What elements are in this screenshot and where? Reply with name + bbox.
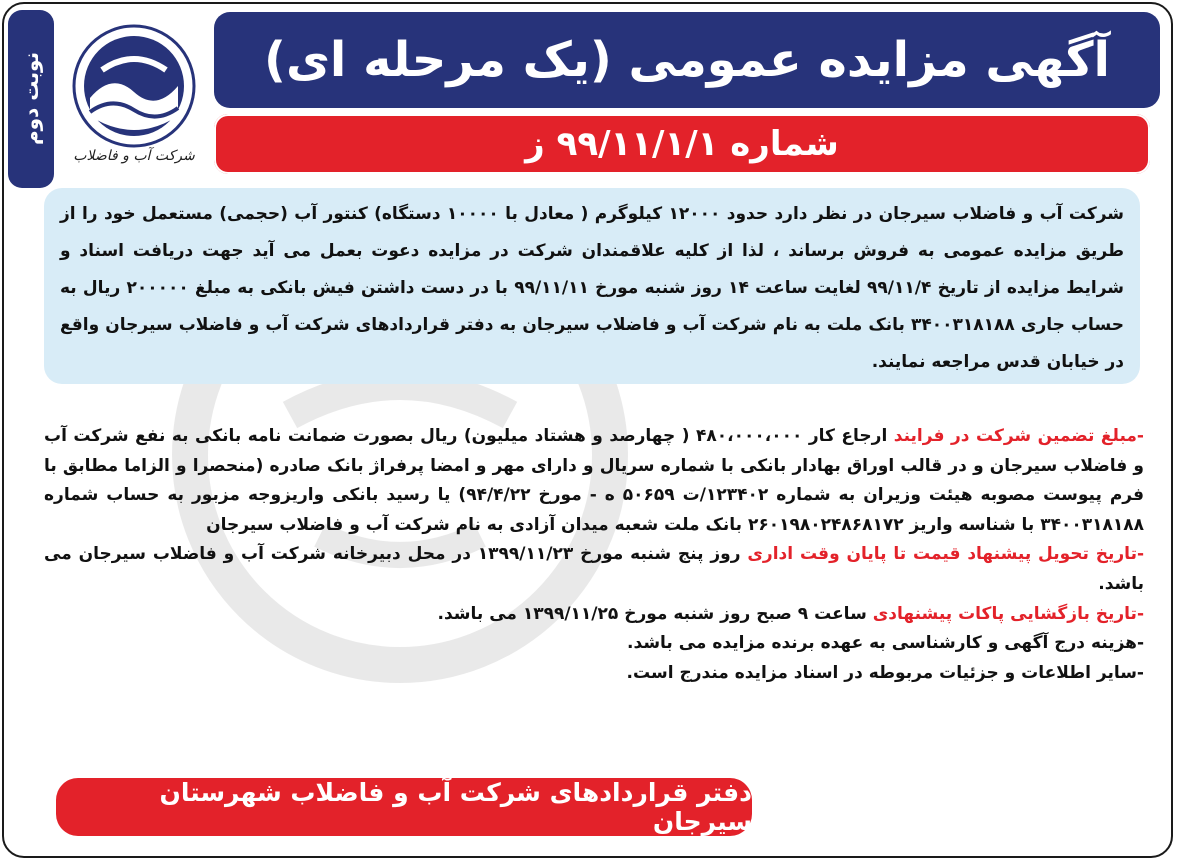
edition-label: نوبت دوم [19,52,43,146]
condition-ad-cost [44,629,1144,659]
condition-label: -تاریخ بازگشایی پاکات پیشنهادی [872,603,1144,624]
intro-line: اسناد و شرایط مزایده از تاریخ ۹۹/۱۱/۴ لغایت ساعت ۱۴ روز شنبه مورخ ۹۹/۱۱/۱۱ با در دست داشتن فیش بانکی به مبلغ ۲۰۰۰۰۰ [60,241,1124,298]
condition-label: -مبلغ تضمین شرکت در فرایند [893,426,1144,446]
footer-text: دفتر قراردادهای شرکت آب و فاضلاب شهرستان سیرجان [159,778,752,836]
condition-other-info [44,659,1144,689]
condition-text: ارجاع کار ۴۸۰،۰۰۰،۰۰۰ ( چهارصد و هشتاد میلیون) ریال بصورت ضمانت نامه بانکی به نفع [135,426,894,446]
condition-text: -سایر اطلاعات و جزئیات مربوطه در اسناد مزایده مندرج است. [626,662,1144,683]
condition-text: الزاما مطابق با فرم پیوست مصوبه هیئت وزیران به شماره ۱۲۳۴۰۲/ت ۵۰۶۵۹ ه - مورخ ۹۴/۴/۲۲) یا رسید بانکی واریزوجه [44,455,1144,506]
intro-line: ریال به حساب جاری ۳۴۰۰۳۱۸۱۸۸ بانک ملت به نام شرکت آب و فاضلاب سیرجان به دفتر قراردادهای شرکت آب و فاضلاب [60,278,1124,335]
reference-number: شماره ۹۹/۱۱/۱/۱ ز [525,124,839,164]
reference-number-banner [214,114,1150,174]
logo-caption: شرکت آب و فاضلاب [73,148,195,164]
intro-line: شرکت آب و فاضلاب سیرجان در نظر دارد حدود ۱۲۰۰۰ کیلوگرم ( معادل با ۱۰۰۰۰ دستگاه) کنتور آب (حجمی) مستعمل [141,204,1125,224]
condition-guarantee [44,422,1144,540]
edition-badge [8,10,54,188]
title-banner [214,12,1160,108]
condition-text: روز پنج شنبه مورخ ۱۳۹۹/۱۱/۲۳ در محل دبیرخانه شرکت آب و فاضلاب [152,544,748,565]
condition-label: -تاریخ تحویل پیشنهاد قیمت تا پایان وقت اداری [747,544,1145,565]
condition-text: -هزینه درج آگهی و کارشناسی به عهده برنده مزایده می باشد. [627,633,1144,654]
intro-line: سیرجان واقع در خیابان قدس مراجعه نمایند. [60,315,1124,372]
condition-text: ساعت ۹ صبح روز شنبه مورخ ۱۳۹۹/۱۱/۲۵ می باشد. [437,603,873,624]
condition-opening-date [44,600,1144,630]
conditions-list [44,422,1144,688]
intro-line: خود را از طریق مزایده عمومی به فروش برساند ، لذا از کلیه علاقمندان شرکت در مزایده دعوت بعمل می آید جهت دریافت [60,204,1124,261]
condition-text: مزبور به حساب شماره ۳۴۰۰۳۱۸۱۸۸ با شناسه واریز ۲۶۰۱۹۸۰۲۴۸۶۸۱۷۲ بانک ملت شعبه میدان آزادی به نام شرکت آب [44,485,1144,535]
condition-text: سیرجان می باشد. [44,544,1144,594]
condition-text: شرکت آب و فاضلاب سیرجان و در قالب اوراق بهادار بانکی با شماره سریال و دارای مهر و امضا پرفراژ بانک صادره (منحصرا و [44,426,1144,476]
condition-text: و فاضلاب سیرجان [206,514,360,535]
footer-banner [56,778,752,836]
condition-submission-date [44,540,1144,599]
page-title: آگهی مزایده عمومی (یک مرحله ای) [264,32,1110,88]
intro-paragraph [60,196,1124,381]
